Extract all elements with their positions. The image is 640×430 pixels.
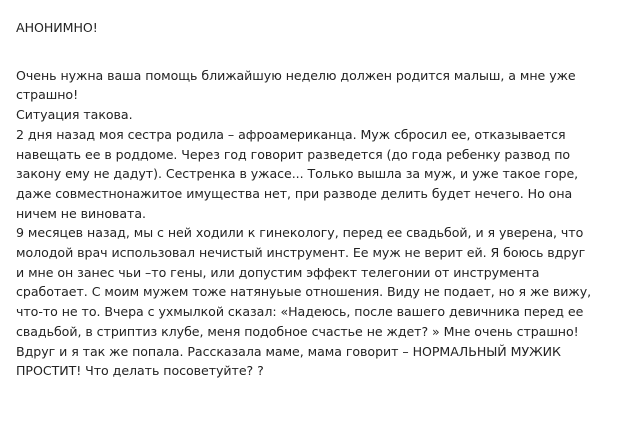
post-line: ПРОСТИТ! Что делать посоветуйте? ? [16, 363, 264, 379]
post-line: свадьбой, в стриптиз клубе, меня подобное счастье не ждет? » Мне очень страшно! [16, 323, 579, 339]
post-body [16, 66, 626, 381]
post-author: АНОНИМНО! [16, 20, 98, 35]
post-line: закону ему не дадут). Сестренка в ужасе... Только вышла за муж, и уже такое горе, [16, 166, 579, 182]
post-line: 9 месяцев назад, мы с ней ходили к гинекологу, перед ее свадьбой, и я уверена, что [16, 225, 584, 241]
post-line: ничем не виновата. [16, 205, 146, 221]
post-line: Ситуация такова. [16, 107, 133, 123]
post-line: даже совместнонажитое имущества нет, при разводе делить будет нечего. Но она [16, 185, 573, 201]
post-line: Вдруг и я так же попала. Рассказала маме, мама говорит – НОРМАЛЬНЫЙ МУЖИК [16, 343, 561, 359]
anonymous-post [16, 18, 626, 381]
post-line: страшно! [16, 87, 79, 103]
post-line: Очень нужна ваша помощь ближайшую неделю должен родится малыш, а мне уже [16, 67, 576, 83]
post-line: и мне он занес чьи –то гены, или допустим эффект телегонии от инструмента [16, 264, 540, 280]
post-line: сработает. С моим мужем тоже натянуьые отношения. Виду не подает, но я же вижу, [16, 284, 592, 300]
post-line: что-то не то. Вчера с ухмылкой сказал: «Надеюсь, после вашего девичника перед ее [16, 304, 584, 320]
post-line: 2 дня назад моя сестра родила – афроамериканца. Муж сбросил ее, отказывается [16, 126, 566, 142]
post-line: молодой врач использовал нечистый инструмент. Ее муж не верит ей. Я боюсь вдруг [16, 245, 586, 261]
post-line: навещать ее в роддоме. Через год говорит разведется (до года ребенку развод по [16, 146, 571, 162]
